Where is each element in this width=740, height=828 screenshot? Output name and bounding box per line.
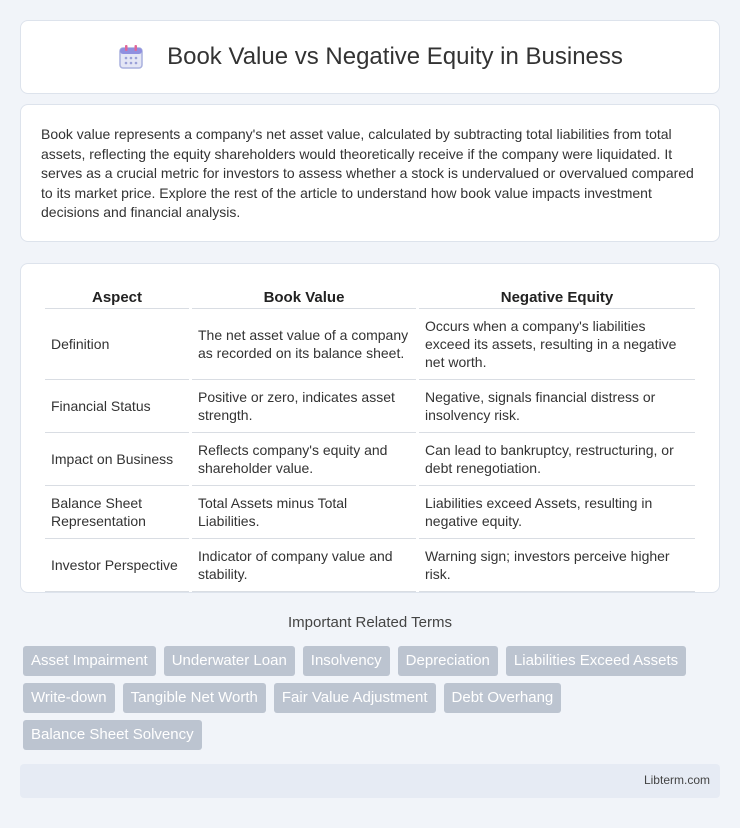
table-cell: Reflects company's equity and shareholder value. [192,433,416,486]
table-cell: The net asset value of a company as recorded on its balance sheet. [192,309,416,380]
header-aspect: Aspect [45,285,189,309]
table-cell: Total Assets minus Total Liabilities. [192,486,416,539]
tag-depreciation[interactable]: Depreciation [398,646,498,676]
footer-site-link[interactable]: Libterm.com [643,773,710,787]
table-row [45,380,695,433]
tag-fair-value-adjustment[interactable]: Fair Value Adjustment [274,683,436,713]
table-cell: Can lead to bankruptcy, restructuring, or debt renegotiation. [419,433,695,486]
related-terms-title: Important Related Terms [288,614,452,631]
intro-text: Book value represents a company's net asset value, calculated by subtracting total liabilities from total assets, reflecting the equity shareholders would theoretically receive if the company were liquidated. It serves as a crucial metric for investors to assess whether a stock is undervalued or overvalued compared to its market price. Explore the rest of the article to understand how book value impacts investment decisions and financial analysis. [41,126,694,220]
table-cell: Warning sign; investors perceive higher risk. [419,539,695,592]
table-row [45,309,695,380]
intro-card [20,104,720,242]
table-row [45,433,695,486]
tag-underwater-loan[interactable]: Underwater Loan [164,646,295,676]
table-cell: Balance Sheet Representation [45,486,189,539]
table-cell: Positive or zero, indicates asset strength. [192,380,416,433]
header-card [20,20,720,94]
related-terms-list [23,646,723,750]
header-negative-equity: Negative Equity [419,285,695,309]
tag-tangible-net-worth[interactable]: Tangible Net Worth [123,683,266,713]
table-cell: Negative, signals financial distress or insolvency risk. [419,380,695,433]
tag-insolvency[interactable]: Insolvency [303,646,390,676]
header-book-value: Book Value [192,285,416,309]
tag-write-down[interactable]: Write-down [23,683,115,713]
comparison-table [42,285,698,592]
tag-debt-overhang[interactable]: Debt Overhang [444,683,562,713]
tag-balance-sheet-solvency[interactable]: Balance Sheet Solvency [23,720,202,750]
calendar-icon [117,43,145,71]
table-row [45,539,695,592]
table-cell: Financial Status [45,380,189,433]
table-cell: Impact on Business [45,433,189,486]
footer [20,764,720,798]
comparison-table-card [20,263,720,593]
table-cell: Investor Perspective [45,539,189,592]
table-cell: Definition [45,309,189,380]
tag-liabilities-exceed-assets[interactable]: Liabilities Exceed Assets [506,646,686,676]
table-cell: Occurs when a company's liabilities exceed its assets, resulting in a negative net worth. [419,309,695,380]
table-row [45,486,695,539]
table-cell: Indicator of company value and stability. [192,539,416,592]
page-title: Book Value vs Negative Equity in Business [167,43,623,70]
tag-asset-impairment[interactable]: Asset Impairment [23,646,156,676]
table-cell: Liabilities exceed Assets, resulting in negative equity. [419,486,695,539]
table-header-row [45,285,695,309]
